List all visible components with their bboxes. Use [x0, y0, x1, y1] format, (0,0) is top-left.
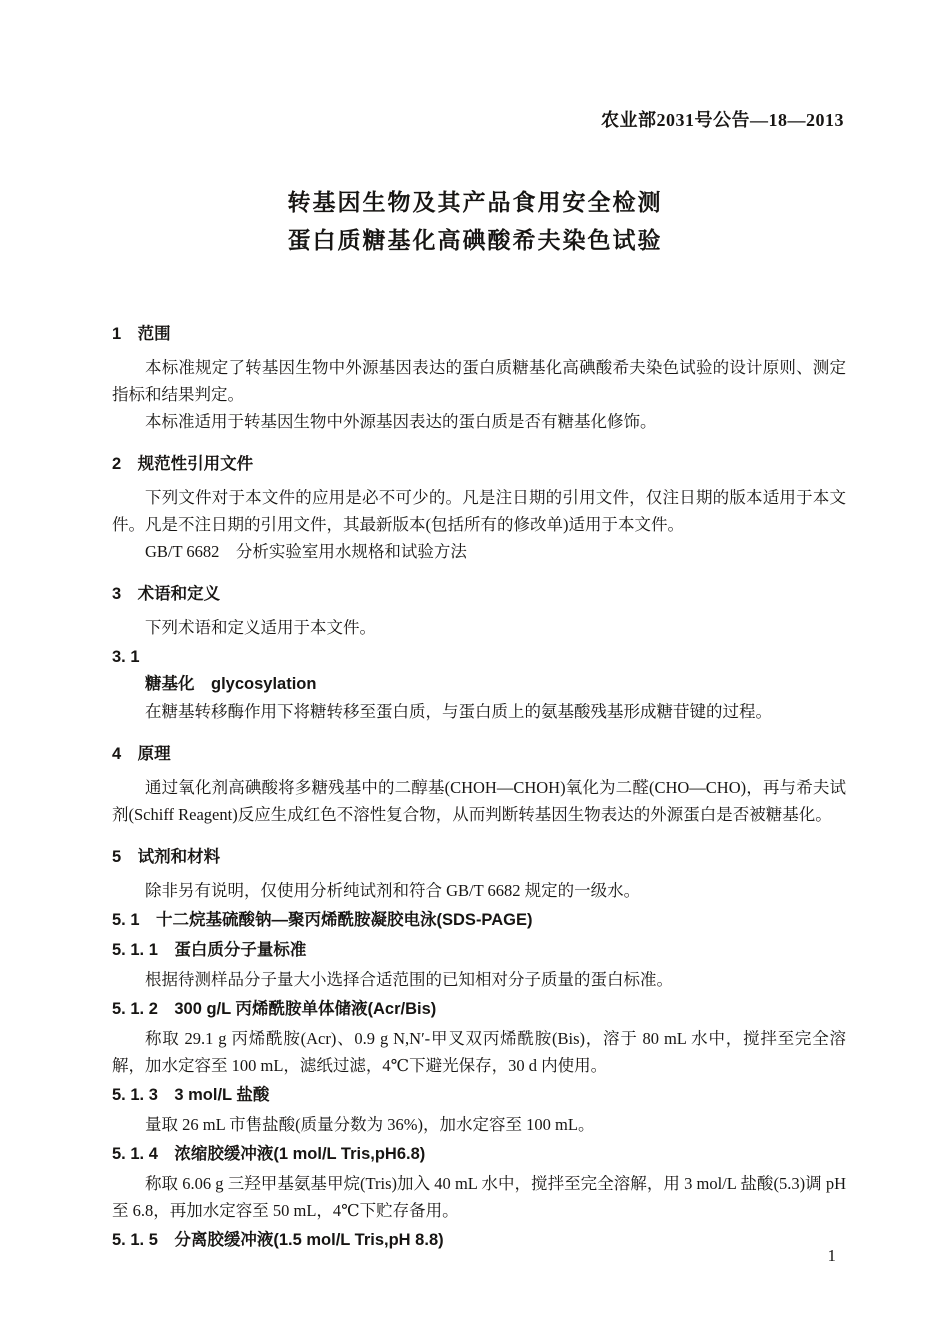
clause-5-1-2-paragraph: 称取 29.1 g 丙烯酰胺(Acr)、0.9 g N,N′-甲叉双丙烯酰胺(Bis)，溶于 80 mL 水中，搅拌至完全溶解，加水定容至 100 mL，滤纸过滤，4℃下避光保存，30 d 内使用。 — [112, 1029, 846, 1075]
section-2-normative-reference: GB/T 6682 分析实验室用水规格和试验方法 — [145, 542, 467, 561]
clause-5-1-heading: 5. 1 十二烷基硫酸钠—聚丙烯酰胺凝胶电泳(SDS-PAGE) — [112, 911, 533, 929]
section-1-heading: 1 范围 — [112, 325, 171, 343]
clause-5-1-3-paragraph: 量取 26 mL 市售盐酸(质量分数为 36%)，加水定容至 100 mL。 — [145, 1115, 595, 1134]
page-number: 1 — [827, 1246, 836, 1265]
section-3-paragraph-1: 下列术语和定义适用于本文件。 — [145, 618, 376, 637]
section-4-heading: 4 原理 — [112, 745, 171, 763]
section-1-paragraph-1: 本标准规定了转基因生物中外源基因表达的蛋白质糖基化高碘酸希夫染色试验的设计原则、测定指标和结果判定。 — [112, 358, 846, 404]
section-4-paragraph-1: 通过氧化剂高碘酸将多糖残基中的二醇基(CHOH—CHOH)氧化为二醛(CHO—CHO)，再与希夫试剂(Schiff Reagent)反应生成红色不溶性复合物，从而判断转基因生物表达的外源蛋白是否被糖基化。 — [112, 778, 846, 824]
section-3-heading: 3 术语和定义 — [112, 585, 221, 603]
section-2-paragraph-1: 下列文件对于本文件的应用是必不可少的。凡是注日期的引用文件，仅注日期的版本适用于本文件。凡是不注日期的引用文件，其最新版本(包括所有的修改单)适用于本文件。 — [112, 488, 846, 534]
term-glycosylation: 糖基化 glycosylation — [145, 675, 317, 693]
clause-5-1-3-heading: 5. 1. 3 3 mol/L 盐酸 — [112, 1086, 270, 1104]
section-1-paragraph-2: 本标准适用于转基因生物中外源基因表达的蛋白质是否有糖基化修饰。 — [145, 412, 657, 431]
section-5-paragraph-1: 除非另有说明，仅使用分析纯试剂和符合 GB/T 6682 规定的一级水。 — [145, 881, 641, 900]
doc-title-line2: 蛋白质糖基化高碘酸希夫染色试验 — [287, 228, 663, 253]
clause-5-1-4-heading: 5. 1. 4 浓缩胶缓冲液(1 mol/L Tris,pH6.8) — [112, 1145, 426, 1163]
clause-5-1-2-heading: 5. 1. 2 300 g/L 丙烯酰胺单体储液(Acr/Bis) — [112, 1000, 437, 1018]
term-glycosylation-definition: 在糖基转移酶作用下将糖转移至蛋白质，与蛋白质上的氨基酸残基形成糖苷键的过程。 — [145, 702, 772, 721]
clause-3-1-number: 3. 1 — [112, 648, 140, 666]
document-body — [112, 305, 846, 1256]
clause-5-1-1-heading: 5. 1. 1 蛋白质分子量标准 — [112, 941, 307, 959]
section-2-heading: 2 规范性引用文件 — [112, 455, 254, 473]
clause-5-1-4-paragraph: 称取 6.06 g 三羟甲基氨基甲烷(Tris)加入 40 mL 水中，搅拌至完全溶解，用 3 mol/L 盐酸(5.3)调 pH 至 6.8，再加水定容至 50 mL，4℃下贮存备用。 — [112, 1174, 846, 1220]
doc-title-line1: 转基因生物及其产品食用安全检测 — [287, 190, 663, 215]
doc-title — [0, 184, 950, 260]
doc-number: 农业部2031号公告—18—2013 — [601, 110, 844, 130]
clause-5-1-1-paragraph: 根据待测样品分子量大小选择合适范围的已知相对分子质量的蛋白标准。 — [145, 970, 673, 989]
clause-5-1-5-heading: 5. 1. 5 分离胶缓冲液(1.5 mol/L Tris,pH 8.8) — [112, 1231, 444, 1249]
section-5-heading: 5 试剂和材料 — [112, 848, 221, 866]
